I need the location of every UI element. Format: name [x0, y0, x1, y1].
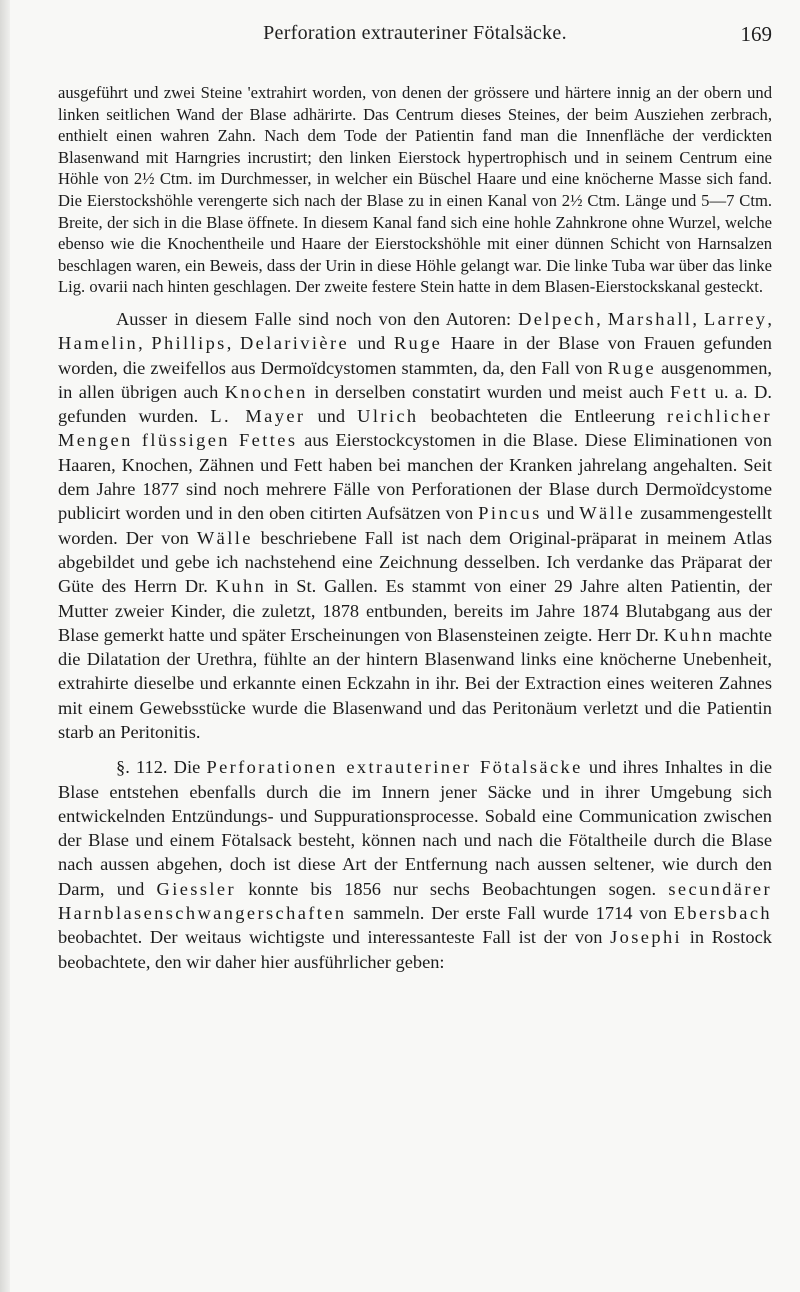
spaced-emphasis-text: Larrey [704, 308, 768, 329]
spaced-emphasis-text: Delarivière [239, 333, 350, 354]
text-segment: Ausser in diesem Falle sind noch von den Autoren: [116, 308, 519, 329]
spaced-emphasis-text: Ebersbach [673, 903, 772, 924]
text-segment: in derselben constatirt wurden und meist auch [307, 381, 670, 402]
text-segment: beobachtet. Der weitaus wichtigste und interessanteste Fall ist der von [58, 927, 611, 948]
text-segment: aus Eierstockcystomen in die Blase. Diese Eliminationen von Haaren, Knochen, Zähnen und Fett haben bei manchen der Kranken jahrelang angehalten. Seit dem Jahre 1877 sind noch mehrere Fälle von Perforationen der Blase durch Dermoïdcystome publicirt worden und in den oben citirten Aufsätzen von [58, 430, 772, 524]
spaced-emphasis-text: Phillips [151, 333, 227, 354]
spaced-emphasis-text: Giessler [156, 878, 236, 899]
text-segment: und [349, 333, 394, 354]
text-segment: und [305, 406, 358, 427]
paragraph-dermoid-cases [58, 307, 772, 744]
spaced-emphasis-text: Ruge [607, 357, 657, 378]
text-segment: u. a. D. gefunden wurden. [58, 381, 772, 427]
spaced-emphasis-text: Pincus [478, 503, 542, 524]
spaced-emphasis-text: Kuhn [663, 624, 715, 645]
spaced-emphasis-text: Kuhn [215, 576, 267, 597]
spaced-emphasis-text: L. Mayer [210, 406, 306, 427]
text-segment: machte die Dilatation der Urethra, fühlte an der hintern Blasenwand links eine knöcherne Unebenheit, extrahirte dieselbe und erkannte einen Eckzahn in ihr. Bei der Extraction eines weiteren Zahnes mit einem Gewebsstücke wurde die Blasenwand und das Peritonäum verletzt und die Patientin starb an Peritonitis. [58, 624, 772, 742]
spaced-emphasis-text: secundärer Harnblasenschwangerschaften [58, 878, 772, 924]
running-header [58, 22, 772, 52]
spaced-emphasis-text: reichlicher Mengen flüssigen Fettes [58, 406, 772, 451]
text-segment: beschriebene Fall ist nach dem Original-präparat in meinem Atlas abgebildet und gebe ich nachstehend eine Zeichnung desselben. Ich verdanke das Präparat der Güte des Herrn Dr. [58, 527, 772, 597]
spaced-emphasis-text: Fett [669, 381, 709, 402]
text-segment: §. 112. Die [116, 757, 207, 778]
text-segment: konnte bis 1856 nur sechs Beobachtungen sogen. [235, 878, 669, 899]
text-segment: , [596, 308, 608, 329]
text-segment: beobachteten die Entleerung [418, 406, 667, 427]
text-segment: und ihres Inhaltes in die Blase entstehen ebenfalls durch die im Innern jener Säcke und in ihrer Umgebung sich entwickelnden Entzündungs- und Suppurationsprocesse. Sobald eine Communication zwischen der Blase und einem Fötalsack besteht, können nach und nach die Fötaltheile durch die Blase nach aussen abgehen, doch ist diese Art der Entfernung nach aussen seltener, wie durch den Darm, und [58, 757, 772, 899]
spaced-emphasis-text: Delpech [518, 308, 597, 329]
spaced-emphasis-text: Josephi [610, 927, 683, 948]
text-segment: ausgenommen, in allen übrigen auch [58, 357, 772, 402]
text-segment: in Rostock beobachtete, den wir daher hier ausführlicher geben: [58, 927, 772, 972]
text-segment: , [767, 308, 773, 329]
spaced-emphasis-text: Wälle [196, 527, 253, 548]
spaced-emphasis-text: Ruge [393, 333, 443, 354]
spaced-emphasis-text: Wälle [579, 503, 636, 524]
text-segment: zusammengestellt worden. Der von [58, 503, 772, 548]
text-segment: Haare in der Blase von Frauen gefunden worden, die zweifellos aus Dermoïdcystomen stammten, da, den Fall von [58, 333, 772, 378]
text-segment: und [541, 503, 580, 524]
text-segment: sammeln. Der erste Fall wurde 1714 von [346, 903, 674, 924]
paragraph-case-continuation [58, 82, 772, 298]
text-segment: , [138, 333, 152, 354]
spaced-emphasis-text: Marshall [607, 308, 693, 329]
page-number: 169 [740, 22, 772, 46]
text-segment: in St. Gallen. Es stammt von einer 29 Jahre alten Patientin, der Mutter zweier Kinder, die zuletzt, 1878 entbunden, bereits im Jahre 1874 Blutabgang aus der Blase gemerkt hatte und später Erscheinungen von Blasensteinen zeigte. Herr Dr. [58, 576, 772, 645]
paragraph-section-112 [58, 755, 772, 974]
text-segment: ausgeführt und zwei Steine 'extrahirt worden, von denen der grössere und härtere innig an der obern und linken seitlichen Wand der Blase adhärirte. Das Centrum dieses Steines, der beim Ausziehen zerbrach, enthielt einen wahren Zahn. Nach dem Tode der Patientin fand man die Innenfläche der verdickten Blasenwand mit Harngries incrustirt; den linken Eierstock hypertrophisch und in seinem Centrum eine Höhle von 2½ Ctm. im Durchmesser, in welcher ein Büschel Haare und eine knöcherne Masse sich fand. Die Eierstockshöhle verengerte sich nach der Blase zu in einen Kanal von 2½ Ctm. Länge und 5—7 Ctm. Breite, der sich in die Blase öffnete. In diesem Kanal fand sich eine hohle Zahnkrone ohne Wurzel, welche ebenso wie die Knochentheile und Haare der Eierstockshöhle mit einer dünnen Schicht von Harnsalzen beschlagen waren, ein Beweis, dass der Urin in diese Höhle gelangt war. Die linke Tuba war über das linke Lig. ovarii nach hinten geschlagen. Der zweite festere Stein hatte in dem Blasen-Eierstockskanal gesteckt. [58, 83, 772, 297]
spaced-emphasis-text: Hamelin [58, 333, 139, 354]
spaced-emphasis-text: Ulrich [357, 406, 419, 427]
text-segment: , [692, 308, 704, 329]
page-binding-shadow [0, 0, 10, 1292]
spaced-emphasis-text: Knochen [224, 381, 308, 402]
text-segment: , [226, 333, 240, 354]
body-text [58, 82, 772, 974]
spaced-emphasis-text: Perforationen extrauteriner Fötalsäcke [206, 757, 583, 778]
header-title: Perforation extrauteriner Fötalsäcke. [263, 22, 567, 44]
